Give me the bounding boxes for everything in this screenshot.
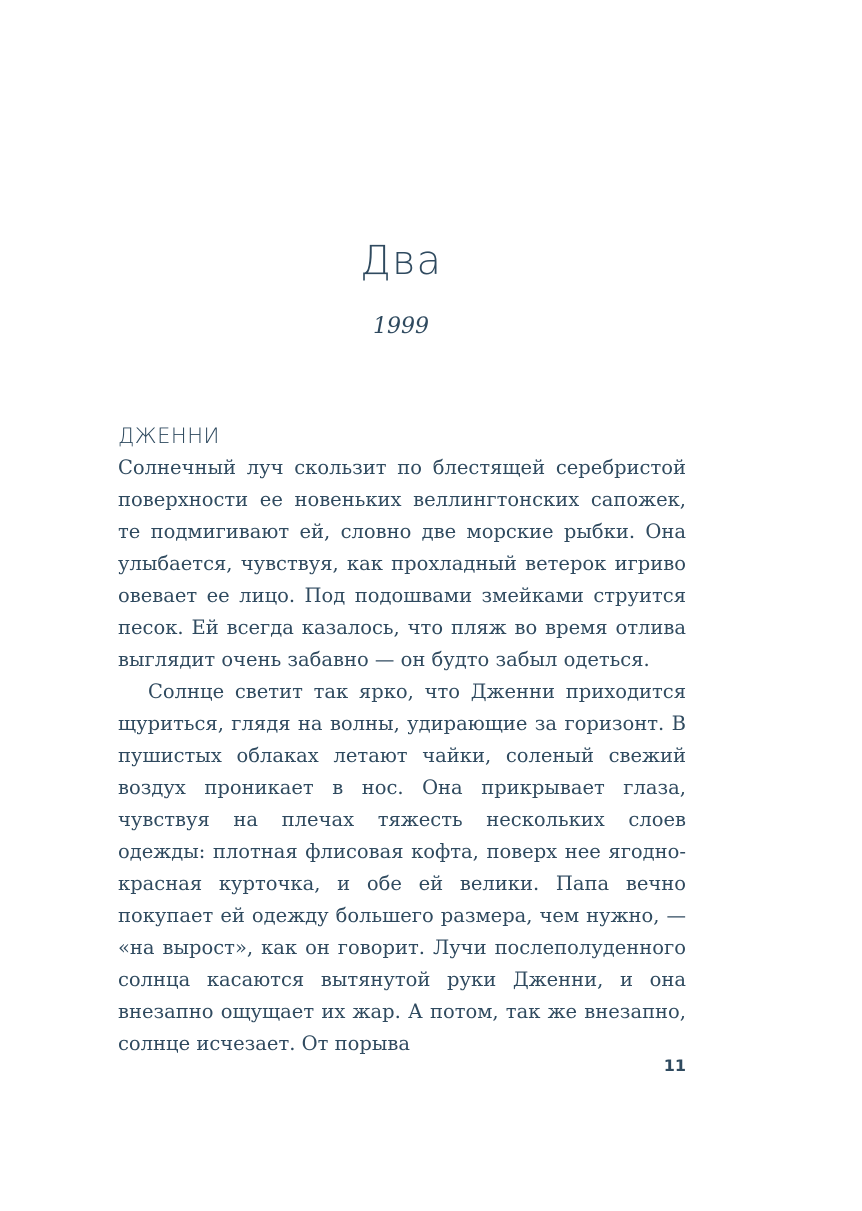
speaker-heading: ДЖЕННИ (118, 424, 220, 448)
page-number: 11 (663, 1056, 686, 1075)
chapter-year: 1999 (373, 314, 429, 339)
paragraph: Солнце светит так ярко, что Дженни приходится щуриться, глядя на волны, удирающие за горизонт. В пушистых облаках летают чайки, соленый свежий воздух проникает в нос. Она прикрывает глаза, чувствуя на плечах тяжесть нескольких слоев одежды: плотная флисовая кофта, поверх нее ягодно-красная курточка, и обе ей велики. Папа вечно покупает ей одежду большего размера, чем нужно, — «на вырост», как он говорит. Лучи послеполуденного солнца касаются вытянутой руки Дженни, и она внезапно ощущает их жар. А потом, так же внезапно, солнце исчезает. От порыва (118, 680, 686, 1055)
paragraph: Солнечный луч скользит по блестящей серебристой поверхности ее новеньких веллингтонских сапожек, те подмигивают ей, словно две морские рыбки. Она улыбается, чувствуя, как прохладный ветерок игриво овевает ее лицо. Под подошвами змейками струится песок. Ей всегда казалось, что пляж во время отлива выглядит очень забавно — он будто забыл одеться. (118, 456, 686, 671)
chapter-title: Два (359, 238, 442, 284)
chapter-body (118, 420, 686, 1060)
